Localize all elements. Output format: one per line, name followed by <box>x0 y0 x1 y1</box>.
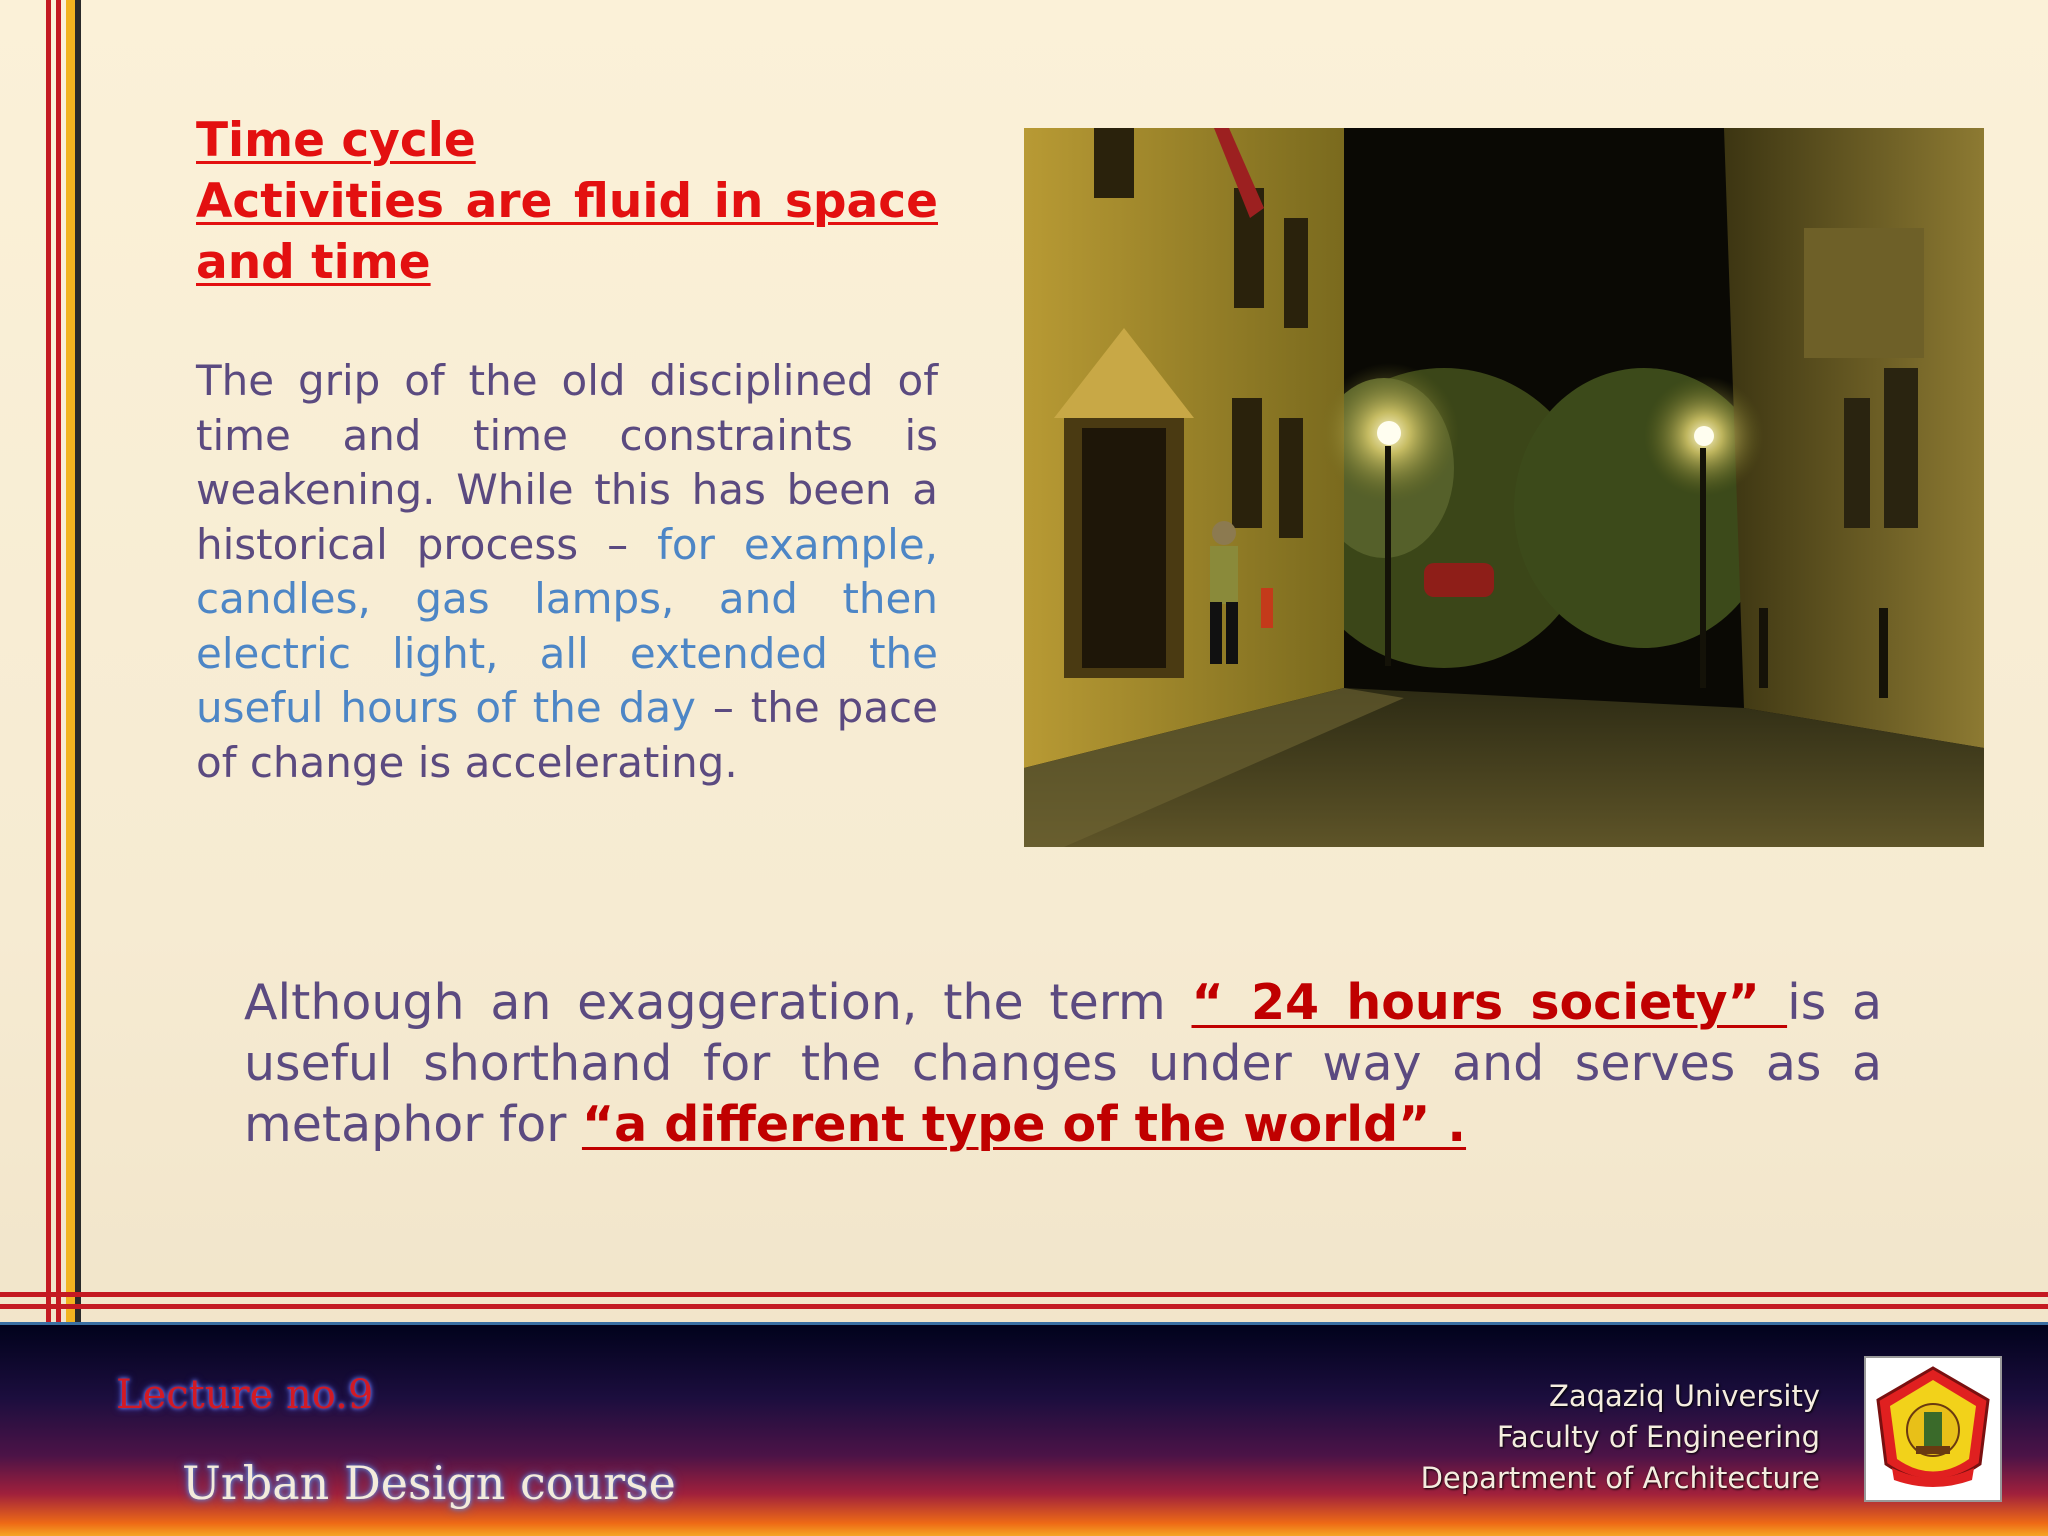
logo-emblem <box>1872 1364 1994 1494</box>
left-border-gold <box>66 0 75 1322</box>
left-border-dark <box>75 0 81 1322</box>
slide-heading <box>196 110 938 293</box>
body-text-highlight: for example, candles, gas lamps, and then electric light, all extended the useful hours of the day <box>196 519 939 732</box>
bottom-text-part1: Although an exaggeration, the term <box>244 974 1192 1031</box>
bottom-border-red-1 <box>0 1292 2048 1297</box>
bottom-border-red-2 <box>0 1304 2048 1309</box>
bottom-emphasis-24-hours: “ 24 hours society” <box>1191 974 1788 1031</box>
course-title: Urban Design course <box>182 1456 676 1510</box>
left-border-red-outer <box>46 0 51 1322</box>
heading-line-1: Time cycle <box>196 113 476 168</box>
body-text-part1: The grip of the old disciplined of time and time constraints is weakening. While this has been a historical process – <box>196 356 938 569</box>
heading-line-2: Activities are fluid in space <box>196 174 938 229</box>
institution-block <box>1300 1376 1820 1499</box>
heading-line-3: and time <box>196 235 431 290</box>
bottom-paragraph <box>244 972 1882 1155</box>
university-name: Zaqaziq University <box>1548 1379 1820 1413</box>
faculty-name: Faculty of Engineering <box>1496 1420 1820 1454</box>
body-paragraph <box>196 354 938 790</box>
body-text-part2: – the pace of change is accelerating. <box>196 683 938 787</box>
bottom-text-part2: is a useful shorthand for the changes under way and serves as a metaphor for <box>244 974 1882 1153</box>
university-logo-icon <box>1864 1356 2002 1502</box>
bottom-emphasis-world: “a different type of the world” . <box>581 1096 1467 1153</box>
department-name: Department of Architecture <box>1420 1461 1820 1495</box>
night-street-photo <box>1024 128 1984 847</box>
lecture-number: Lecture no.9 <box>116 1372 374 1418</box>
left-border-red-inner <box>56 0 61 1322</box>
photo-illustration <box>1024 128 1984 847</box>
